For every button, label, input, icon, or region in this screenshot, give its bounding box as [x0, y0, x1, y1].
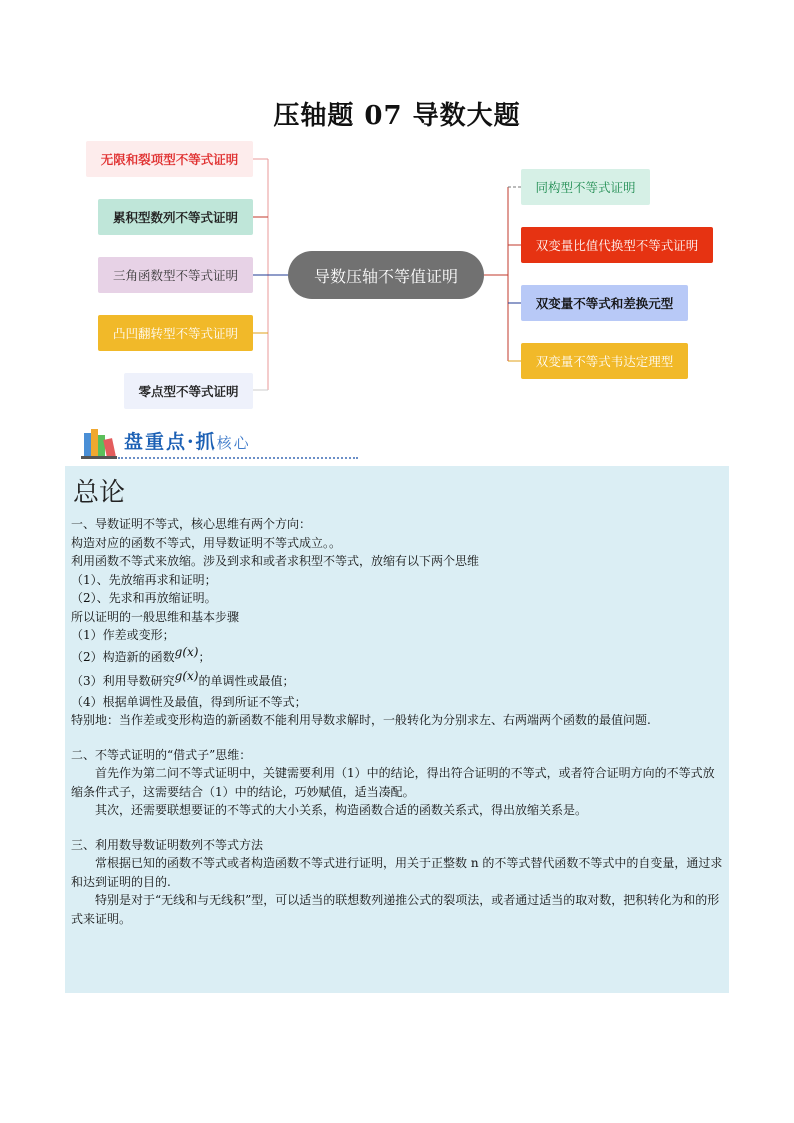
s1-line-11: 特别地：当作差或变形构造的新函数不能利用导数求解时，一般转化为分别求左、右两端两个函数的最值问题.: [71, 713, 651, 727]
s1-line-1: 一、导数证明不等式，核心思维有两个方向：: [71, 517, 312, 531]
s1-line-9: [71, 669, 723, 693]
mind-node-zero-point: 零点型不等式证明: [124, 373, 253, 409]
banner-dot: ·: [187, 431, 196, 453]
mind-node-vieta: 双变量不等式韦达定理型: [521, 343, 688, 379]
s1-line-9-text: （3）利用导数研究: [71, 673, 175, 688]
function-g-x: g(x): [174, 644, 199, 659]
summary-box: [65, 466, 729, 993]
s3-line-2: 常根据已知的函数不等式或者构造函数不等式进行证明，用关于正整数 n 的不等式替代函数不等式中的自变量，通过求和达到证明的目的.: [71, 856, 723, 889]
s1-line-4: （1）、先放缩再求和证明；: [71, 572, 217, 587]
banner-part3: 核心: [216, 434, 251, 452]
s2-line-1: 二、不等式证明的“借式子”思维：: [71, 747, 252, 762]
s2-line-2: 首先作为第二问不等式证明中，关键需要利用（1）中的结论，得出符合证明的不等式，或者符合证明方向的不等式放缩条件式子，这需要结合（1）中的结论，巧妙赋值，适当凑配。: [71, 766, 715, 799]
mind-node-isomorphic: 同构型不等式证明: [521, 169, 650, 205]
mind-node-cumulative-sequence: 累积型数列不等式证明: [98, 199, 253, 235]
banner-part2: 抓: [195, 431, 217, 453]
s3-line-3: 特别是对于“无线和与无线积”型，可以适当的联想数列递推公式的裂项法，或者通过适当的取对数，把积转化为和的形式来证明。: [71, 893, 720, 926]
mind-center-node: 导数压轴不等值证明: [288, 251, 484, 299]
s1-line-8-end: ；: [198, 649, 211, 664]
section-banner: [78, 423, 328, 463]
s3-line-1: 三、利用数导数证明数列不等式方法: [71, 837, 264, 852]
page-title: 压轴题 07 导数大题: [273, 101, 521, 131]
s1-line-2: 构造对应的函数不等式，用导数证明不等式成立。。: [71, 535, 342, 550]
mind-node-convex-concave: 凸凹翻转型不等式证明: [98, 315, 253, 351]
mind-node-infinite-sum: 无限和裂项型不等式证明: [86, 141, 253, 177]
mind-map: [0, 0, 794, 420]
banner-underline: [118, 457, 358, 459]
s1-line-6: 所以证明的一般思维和基本步骤: [71, 609, 240, 624]
s1-line-3: 利用函数不等式来放缩。涉及到求和或者求积型不等式，放缩有以下两个思维: [71, 554, 480, 568]
mind-node-sum-difference: 双变量不等式和差换元型: [521, 285, 688, 321]
mind-node-trigonometric: 三角函数型不等式证明: [98, 257, 253, 293]
mind-node-ratio-substitution: 双变量比值代换型不等式证明: [521, 227, 713, 263]
s1-line-5: （2）、先求和再放缩证明。: [71, 591, 217, 605]
banner-part1: 盘重点: [124, 431, 188, 453]
books-icon: [78, 423, 118, 461]
s2-line-3: 其次，还需要联想要证的不等式的大小关系，构造函数合适的函数关系式，得出放缩关系是。: [95, 803, 588, 817]
summary-heading: 总论: [73, 478, 126, 508]
function-g-x-2: g(x): [174, 668, 199, 683]
s1-line-10: （4）根据单调性及最值，得到所证不等式；: [71, 694, 307, 709]
banner-title: [124, 427, 251, 454]
s1-line-8-text: （2）构造新的函数: [71, 649, 175, 664]
s1-line-8: [71, 645, 723, 669]
s1-line-9-end: 的单调性或最值；: [198, 673, 295, 688]
s1-line-7: （1）作差或变形；: [71, 628, 175, 642]
